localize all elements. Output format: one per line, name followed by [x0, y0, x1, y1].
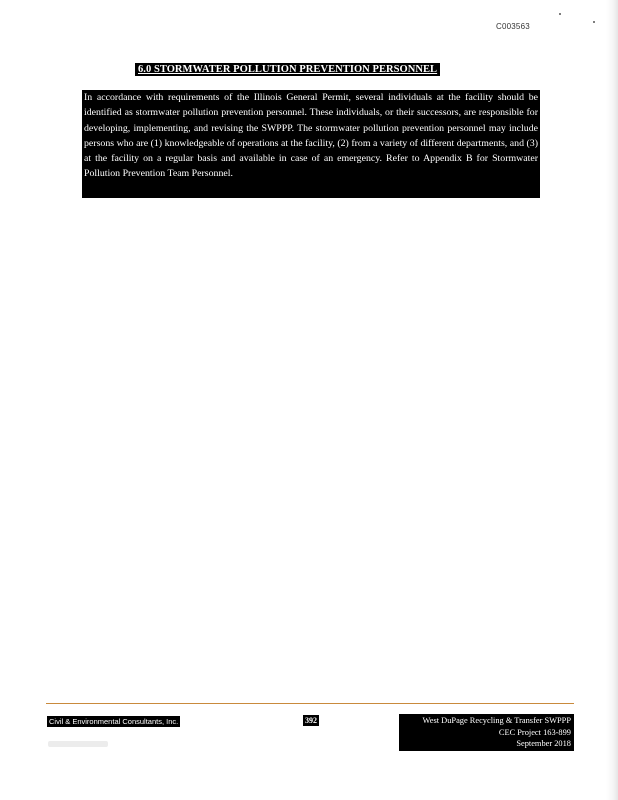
footer-project-title: West DuPage Recycling & Transfer SWPPP: [422, 716, 571, 725]
faint-scan-mark: [48, 741, 108, 747]
scan-edge-shadow: [606, 0, 618, 800]
footer-project-block: [399, 714, 574, 751]
footer-date: September 2018: [516, 739, 571, 748]
footer-divider: [46, 703, 574, 704]
footer-company: Civil & Environmental Consultants, Inc.: [49, 717, 179, 726]
footer-project-number: CEC Project 163-899: [498, 727, 571, 737]
section-heading: 6.0 STORMWATER POLLUTION PREVENTION PERSONNEL: [135, 63, 440, 76]
document-id: C003563: [496, 22, 530, 31]
scan-speck: [593, 21, 595, 23]
section-body-paragraph: In accordance with requirements of the Illinois General Permit, several individuals at the facility should be identified as stormwater pollution prevention personnel. These individuals, or their successors, are responsible for developing, implementing, and revising the SWPPP. The stormwater pollution prevention personnel may include persons who are (1) knowledgeable of operations at the facility, (2) from a variety of different departments, and (3) at the facility on a regular basis and available in case of an emergency. Refer to Appendix B for Stormwater Pollution Prevention Team Personnel.: [82, 90, 540, 198]
scan-speck: [559, 13, 561, 15]
footer-page-number: 392: [305, 716, 317, 725]
